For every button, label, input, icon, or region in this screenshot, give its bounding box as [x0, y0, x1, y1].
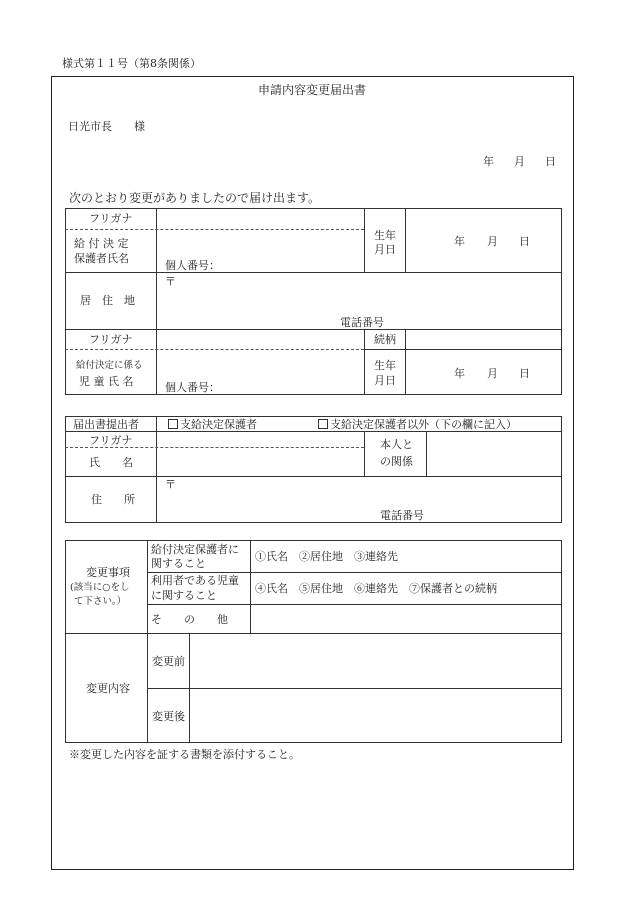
- change-items-note-2: て下さい。）: [74, 596, 127, 607]
- submitter-option-guardian-text: 支給決定保護者: [180, 418, 257, 431]
- submitter-label: 届出書提出者: [73, 418, 139, 431]
- guardian-birth-month: 月: [487, 235, 498, 248]
- checkbox-guardian[interactable]: [168, 419, 178, 429]
- guardian-birth-label-1: 生年: [374, 229, 396, 242]
- submitter-table: [65, 416, 562, 523]
- date-day-label: 日: [545, 155, 556, 168]
- submitter-phone-label: 電話番号: [380, 509, 424, 522]
- change-before-label: 変更前: [152, 655, 185, 668]
- guardian-phone-label: 電話番号: [340, 316, 384, 329]
- change-items-label: 変更事項: [86, 566, 130, 579]
- change-row1-label-2: 関すること: [151, 557, 206, 570]
- intro-text: 次のとおり変更がありましたので届け出ます。: [69, 191, 321, 205]
- change-after-label: 変更後: [152, 710, 185, 723]
- child-name-label-1: 給付決定に係る: [76, 360, 143, 371]
- child-relation-label: 続柄: [374, 333, 396, 346]
- guardian-birth-label-2: 月日: [374, 243, 396, 256]
- change-content-label: 変更内容: [86, 682, 130, 695]
- guardian-name-label-1: 給 付 決 定: [74, 237, 129, 250]
- form-title: 申請内容変更届出書: [258, 83, 367, 97]
- change-row2-label-1: 利用者である児童: [151, 574, 239, 587]
- submitter-furigana-label: フリガナ: [89, 434, 133, 447]
- change-items-note-1: (該当に○をし: [70, 582, 130, 593]
- guardian-birth-day: 日: [519, 235, 530, 248]
- date-year-label: 年: [483, 155, 494, 168]
- submitter-option-guardian[interactable]: [168, 419, 257, 430]
- submitter-option-other-text: 支給決定保護者以外（下の欄に記入）: [330, 418, 517, 431]
- child-birth-month: 月: [487, 367, 498, 380]
- submitter-name-label: 氏 名: [89, 456, 133, 469]
- guardian-postal-mark: 〒: [165, 275, 176, 288]
- footnote: ※変更した内容を証する書類を添付すること。: [69, 748, 300, 761]
- change-row1-label-1: 給付決定保護者に: [151, 543, 239, 556]
- change-row3-label: そ の 他: [151, 613, 228, 626]
- submitter-relation-label-1: 本人と: [380, 438, 413, 451]
- child-birth-year: 年: [454, 367, 465, 380]
- addressee: 日光市長 様: [68, 120, 145, 133]
- child-birth-label-2: 月日: [374, 374, 396, 387]
- change-row2-label-2: に関すること: [151, 589, 217, 602]
- change-table: [65, 540, 562, 743]
- guardian-furigana-label: フリガナ: [89, 212, 133, 225]
- submitter-postal-mark: 〒: [165, 478, 176, 491]
- change-row2-options[interactable]: ④氏名 ⑤居住地 ⑥連絡先 ⑦保護者との続柄: [255, 582, 497, 595]
- guardian-address-label: 居 住 地: [80, 294, 135, 307]
- child-birth-label-1: 生年: [374, 359, 396, 372]
- child-name-label-2: 児 童 氏 名: [79, 375, 134, 388]
- change-row1-options[interactable]: ①氏名 ②居住地 ③連絡先: [255, 550, 398, 563]
- guardian-birth-year: 年: [454, 235, 465, 248]
- child-furigana-label: フリガナ: [89, 333, 133, 346]
- submitter-address-label: 住 所: [91, 493, 135, 506]
- submitter-relation-label-2: の関係: [380, 455, 413, 468]
- child-personal-number-label: 個人番号：: [165, 381, 220, 394]
- date-month-label: 月: [514, 155, 525, 168]
- checkbox-other[interactable]: [318, 419, 328, 429]
- guardian-personal-number-label: 個人番号：: [165, 259, 220, 272]
- child-birth-day: 日: [519, 367, 530, 380]
- submitter-option-other[interactable]: [318, 419, 517, 430]
- guardian-name-label-2: 保護者氏名: [74, 252, 129, 265]
- form-number: 様式第１１号（第8条関係）: [62, 57, 201, 70]
